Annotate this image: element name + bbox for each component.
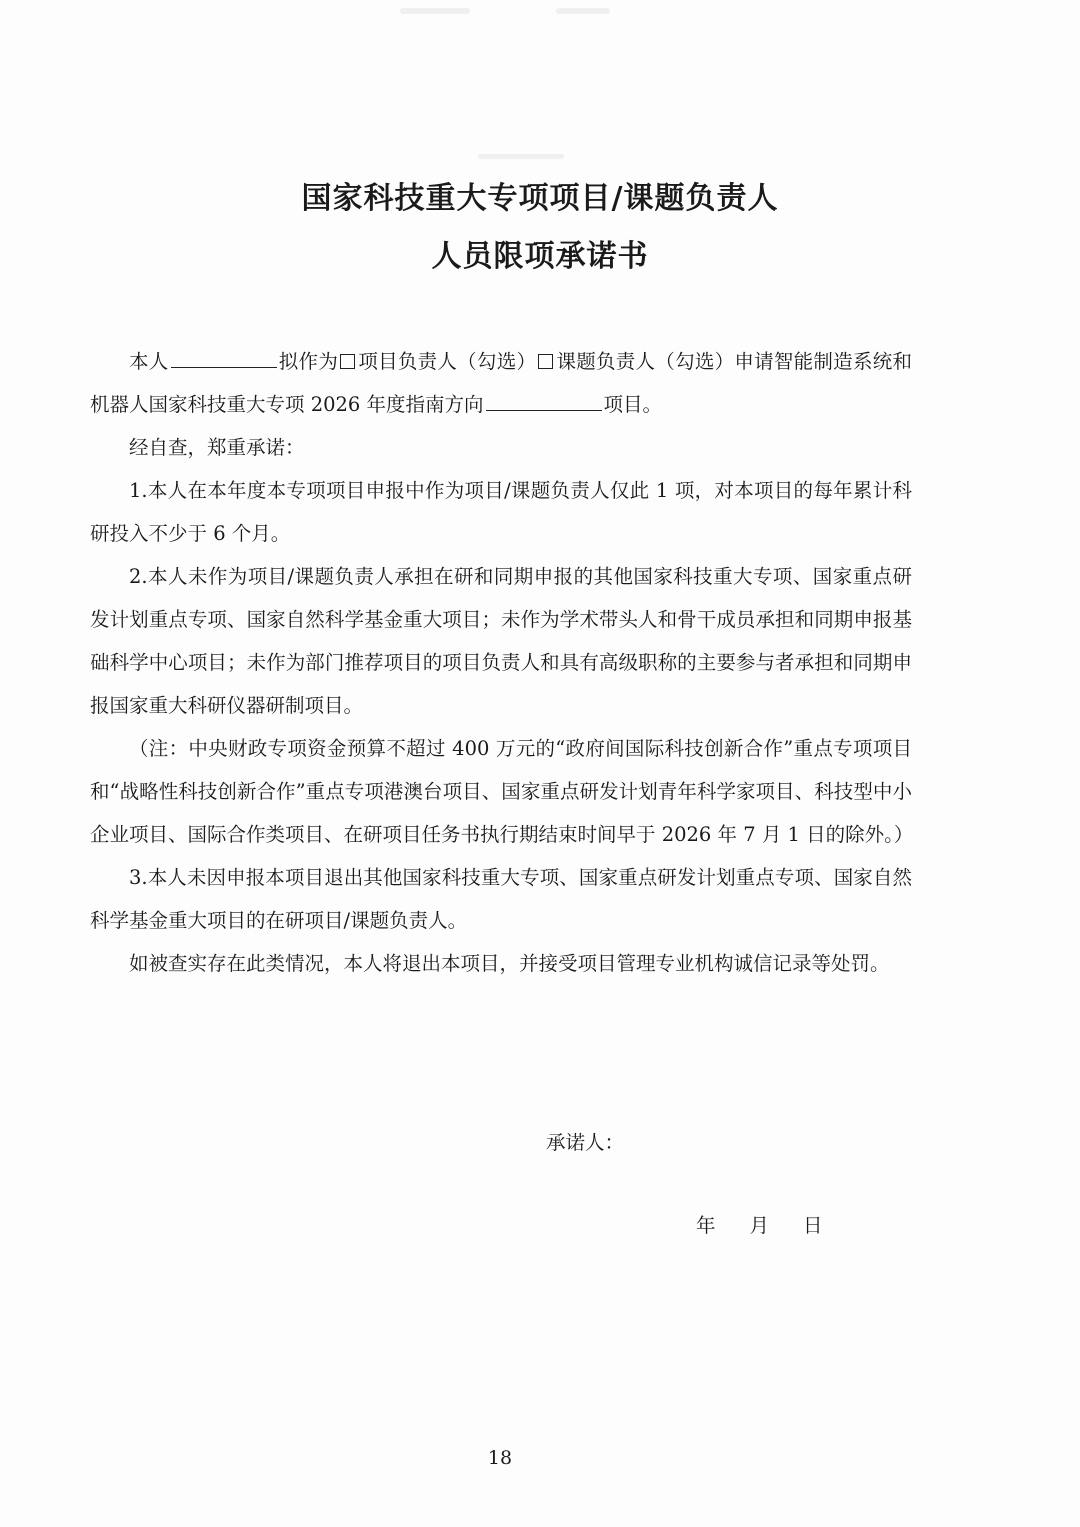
date-line — [696, 1210, 823, 1238]
date-month-label: 月 — [749, 1214, 770, 1237]
intro-text: 拟作为 — [278, 350, 339, 373]
date-day-label: 日 — [803, 1214, 823, 1237]
scan-mark — [400, 8, 470, 14]
document-title-line1: 国家科技重大专项项目/课题负责人 — [301, 181, 779, 216]
intro-text: 项目。 — [603, 393, 663, 416]
intro-paragraph — [90, 340, 912, 426]
page-number: 18 — [487, 1447, 513, 1469]
document-title-line2: 人员限项承诺书 — [431, 239, 649, 274]
date-year-label: 年 — [696, 1214, 716, 1237]
commitment-item-2: 2.本人未作为项目/课题负责人承担在研和同期申报的其他国家科技重大专项、国家重点研发计划重点专项、国家自然科学基金重大项目；未作为学术带头人和骨干成员承担和同期申报基础科学中心项目；未作为部门推荐项目的项目负责人和具有高级职称的主要参与者承担和同期申报国家重大科研仪器研制项目。 — [90, 565, 912, 717]
commitment-item-3: 3.本人未因申报本项目退出其他国家科技重大专项、国家重点研发计划重点专项、国家自然科学基金重大项目的在研项目/课题负责人。 — [90, 866, 912, 932]
self-check-paragraph: 经自查，郑重承诺： — [129, 436, 305, 459]
name-blank-field[interactable] — [171, 347, 277, 368]
scan-mark — [556, 8, 610, 14]
commitment-item-1: 1.本人在本年度本专项项目申报中作为项目/课题负责人仅此 1 项，对本项目的每年累计科研投入不少于 6 个月。 — [90, 479, 912, 545]
signer-label: 承诺人： — [546, 1131, 625, 1154]
intro-text: 本人 — [129, 350, 169, 373]
document-body — [90, 340, 912, 985]
note-paragraph: （注：中央财政专项资金预算不超过 400 万元的“政府间国际科技创新合作”重点专项项目和“战略性科技创新合作”重点专项港澳台项目、国家重点研发计划青年科学家项目、科技型中小企业项目、国际合作类项目、在研项目任务书执行期结束时间早于 2026 年 7 月 1 日的除外。） — [90, 737, 914, 846]
penalty-paragraph: 如被查实存在此类情况，本人将退出本项目，并接受项目管理专业机构诚信记录等处罚。 — [129, 952, 890, 975]
project-leader-checkbox[interactable] — [340, 354, 355, 369]
project-leader-option-label: 项目负责人（勾选） — [358, 350, 537, 373]
topic-leader-checkbox[interactable] — [538, 354, 553, 369]
topic-leader-option-label: 课题负责人（勾选）申请智能制造系统和机器人国家科技重大专项 2026 年度指南方向 — [90, 350, 912, 416]
direction-blank-field[interactable] — [486, 390, 602, 411]
scan-mark — [478, 154, 564, 159]
